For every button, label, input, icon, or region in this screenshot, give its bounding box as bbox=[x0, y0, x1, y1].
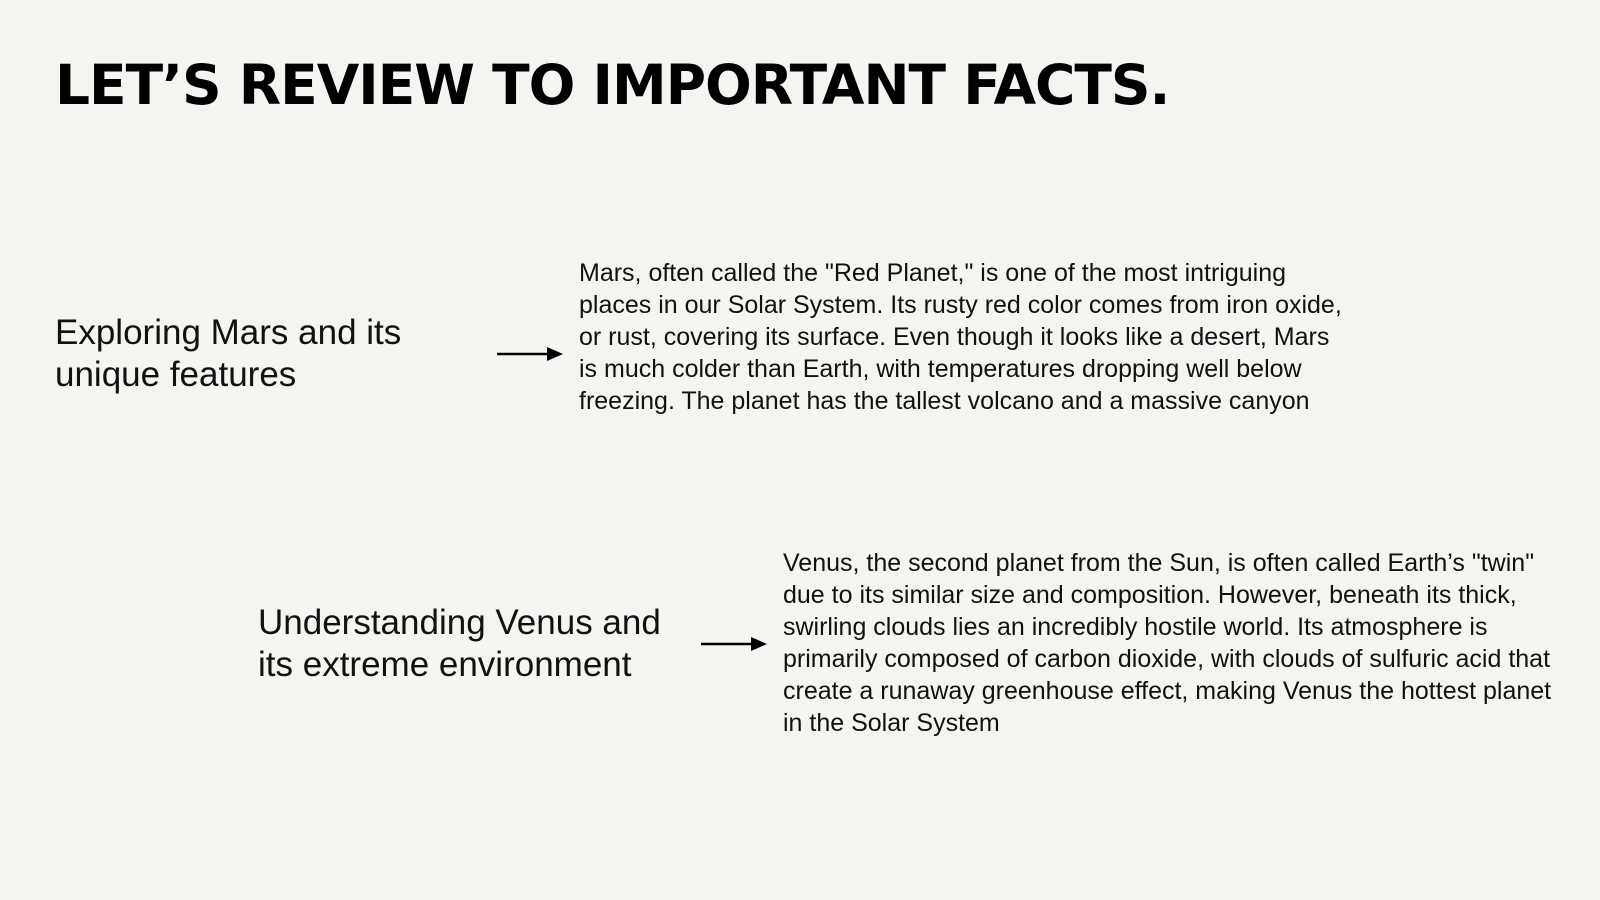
arrow-right-icon bbox=[497, 346, 563, 362]
slide-title: LET’S REVIEW TO IMPORTANT FACTS. bbox=[55, 53, 1170, 117]
fact-body-mars: Mars, often called the "Red Planet," is one of the most intriguing places in our Solar System. Its rusty red color comes from iron oxide, or rust, covering its surface. Even though it looks like a desert, Mars is much colder than Earth, with temperatures dropping well below freezing. The planet has the tallest volcano and a massive canyon bbox=[579, 259, 1342, 415]
fact-body-venus: Venus, the second planet from the Sun, is often called Earth’s "twin" due to its similar size and composition. However, beneath its thick, swirling clouds lies an incredibly hostile world. Its atmosphere is primarily composed of carbon dioxide, with clouds of sulfuric acid that create a runaway greenhouse effect, making Venus the hottest planet in the Solar System bbox=[783, 549, 1552, 737]
fact-heading-mars: Exploring Mars and its unique features bbox=[55, 313, 402, 394]
arrow-right-icon bbox=[701, 636, 767, 652]
fact-heading-venus: Understanding Venus and its extreme environment bbox=[258, 603, 661, 684]
